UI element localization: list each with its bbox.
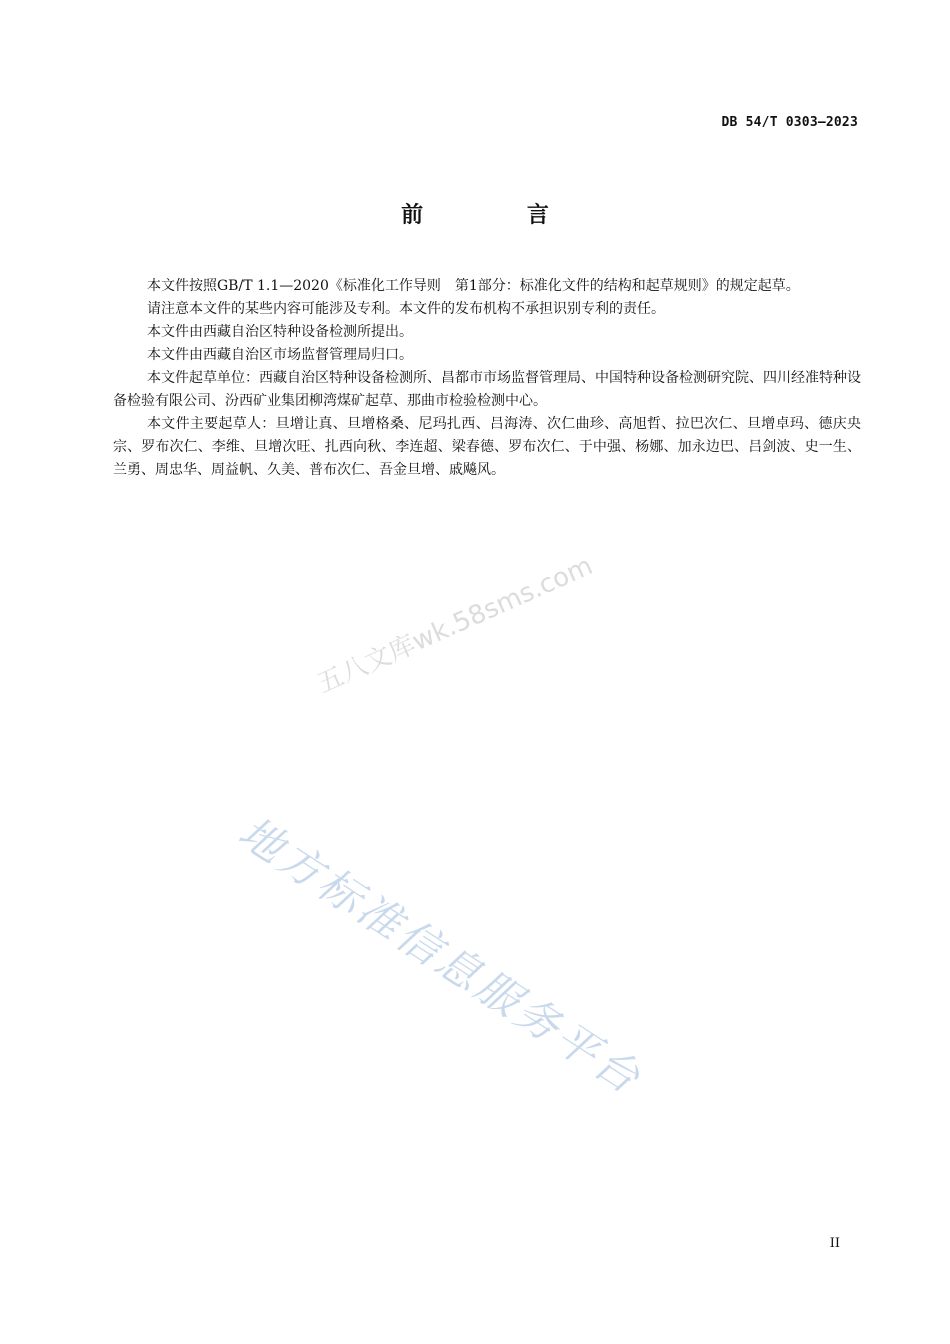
watermark-platform: 地方标准信息服务平台 [229, 807, 651, 1106]
paragraph-centralized-unit: 本文件由西藏自治区市场监督管理局归口。 [147, 347, 413, 363]
paragraph-patent-notice: 请注意本文件的某些内容可能涉及专利。本文件的发布机构不承担识别专利的责任。 [147, 301, 665, 317]
page-number: II [829, 1236, 840, 1251]
paragraph-drafting-units: 本文件起草单位：西藏自治区特种设备检测所、昌都市市场监督管理局、中国特种设备检测研究院、四川经准特种设备检验有限公司、汾西矿业集团柳湾煤矿起草、那曲市检验检测中心。 [113, 370, 861, 409]
paragraph-drafters: 本文件主要起草人：旦增让真、旦增格桑、尼玛扎西、吕海涛、次仁曲珍、高旭哲、拉巴次仁、旦增卓玛、德庆央宗、罗布次仁、李维、旦增次旺、扎西向秋、李连超、梁春德、罗布次仁、于中强、杨娜、加永边巴、吕剑波、史一生、兰勇、周忠华、周益帆、久美、普布次仁、吾金旦增、戚飚风。 [113, 416, 861, 478]
watermark-url: 五八文库wk.58sms.com [312, 550, 598, 700]
section-title: 前 言 [401, 203, 597, 228]
paragraph-drafting-rules: 本文件按照GB/T 1.1—2020《标准化工作导则 第1部分：标准化文件的结构和起草规则》的规定起草。 [147, 278, 800, 294]
document-code: DB 54/T 0303—2023 [721, 115, 858, 130]
foreword-body [113, 275, 861, 482]
paragraph-proposer: 本文件由西藏自治区特种设备检测所提出。 [147, 324, 413, 340]
